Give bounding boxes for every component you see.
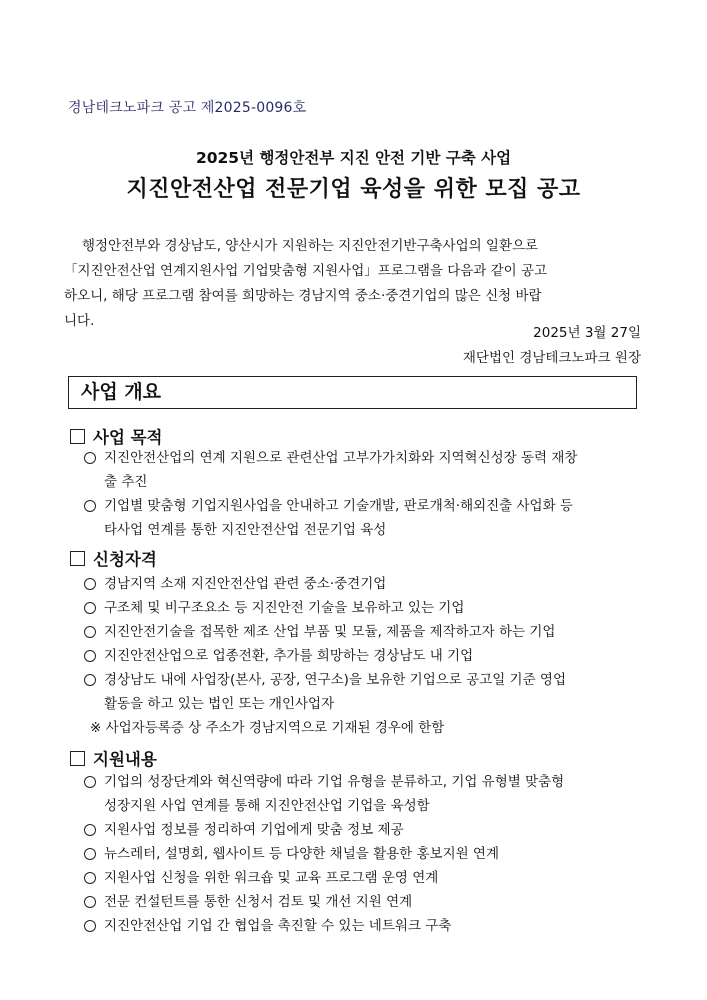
intro-line: 니다. (64, 313, 95, 329)
item-text: 성장지원 사업 연계를 통해 지진안전산업 기업을 육성함 (104, 798, 430, 814)
heading-label: 사업 목적 (93, 428, 163, 447)
circle-bullet-icon (84, 776, 96, 788)
issuing-organization: 재단법인 경남테크노파크 원장 (462, 350, 641, 366)
heading-label: 신청자격 (93, 550, 157, 569)
document-subtitle: 2025년 행정안전부 지진 안전 기반 구축 사업 (195, 149, 512, 167)
item-text: 지진안전산업의 연계 지원으로 관련산업 고부가가치화와 지역혁신성장 동력 재창 (104, 450, 578, 466)
announcement-date: 2025년 3월 27일 (533, 325, 641, 341)
list-item (84, 620, 644, 644)
item-text: 지원사업 신청을 위한 워크숍 및 교육 프로그램 운영 연계 (104, 870, 439, 886)
circle-bullet-icon (84, 578, 96, 590)
list-item (84, 644, 644, 668)
item-text: 뉴스레터, 설명회, 웹사이트 등 다양한 채널을 활용한 홍보지원 연계 (104, 846, 500, 862)
heading-purpose (70, 424, 163, 448)
circle-bullet-icon (84, 872, 96, 884)
intro-line: 행정안전부와 경상남도, 양산시가 지원하는 지진안전기반구축사업의 일환으로 (82, 238, 539, 254)
list-item (84, 596, 644, 620)
circle-bullet-icon (84, 896, 96, 908)
list-item (84, 572, 644, 596)
list-item (84, 914, 644, 938)
item-text: 활동을 하고 있는 법인 또는 개인사업자 (104, 696, 335, 712)
item-text: 구조체 및 비구조요소 등 지진안전 기술을 보유하고 있는 기업 (104, 600, 465, 616)
intro-line: 「지진안전산업 연계지원사업 기업맞춤형 지원사업」프로그램을 다음과 같이 공고 (64, 263, 548, 279)
item-text: 지원사업 정보를 정리하여 기업에게 맞춤 정보 제공 (104, 822, 404, 838)
list-item (84, 770, 644, 818)
item-text: 지진안전산업으로 업종전환, 추가를 희망하는 경상남도 내 기업 (104, 648, 474, 664)
circle-bullet-icon (84, 674, 96, 686)
list-item (84, 494, 644, 542)
item-text: 경상남도 내에 사업장(본사, 공장, 연구소)을 보유한 기업으로 공고일 기준 영업 (104, 672, 567, 688)
intro-line: 하오니, 해당 프로그램 참여를 희망하는 경남지역 중소·중견기업의 많은 신청 바랍 (64, 288, 542, 304)
item-text: 지진안전기술을 접목한 제조 산업 부품 및 모듈, 제품을 제작하고자 하는 기업 (104, 624, 556, 640)
square-bullet-icon (70, 551, 85, 566)
circle-bullet-icon (84, 452, 96, 464)
announcement-number: 경남테크노파크 공고 제2025-0096호 (68, 100, 307, 116)
square-bullet-icon (70, 751, 85, 766)
circle-bullet-icon (84, 824, 96, 836)
list-item (84, 668, 644, 716)
circle-bullet-icon (84, 650, 96, 662)
item-text: 지진안전산업 기업 간 협업을 촉진할 수 있는 네트워크 구축 (104, 918, 452, 934)
circle-bullet-icon (84, 500, 96, 512)
square-bullet-icon (70, 429, 85, 444)
item-text: 기업별 맞춤형 기업지원사업을 안내하고 기술개발, 판로개척·해외진출 사업화 등 (104, 498, 573, 514)
item-text: 경남지역 소재 지진안전산업 관련 중소·중견기업 (104, 576, 387, 592)
item-text: 출 추진 (104, 474, 148, 490)
heading-label: 지원내용 (93, 750, 157, 769)
circle-bullet-icon (84, 626, 96, 638)
list-item (84, 842, 644, 866)
list-item (84, 890, 644, 914)
item-text: 기업의 성장단계와 혁신역량에 따라 기업 유형을 분류하고, 기업 유형별 맞춤형 (104, 774, 565, 790)
circle-bullet-icon (84, 602, 96, 614)
heading-support (70, 746, 157, 770)
heading-eligibility (70, 546, 157, 570)
list-item (84, 818, 644, 842)
section-title-box: 사업 개요 (68, 376, 637, 409)
item-text: 전문 컨설턴트를 통한 신청서 검토 및 개선 지원 연계 (104, 894, 413, 910)
circle-bullet-icon (84, 848, 96, 860)
intro-paragraph (64, 234, 640, 334)
eligibility-note: ※ 사업자등록증 상 주소가 경남지역으로 기재된 경우에 한함 (90, 720, 445, 736)
item-text: 타사업 연계를 통한 지진안전산업 전문기업 육성 (104, 522, 387, 538)
list-item (84, 866, 644, 890)
document-title: 지진안전산업 전문기업 육성을 위한 모집 공고 (126, 177, 581, 202)
circle-bullet-icon (84, 920, 96, 932)
list-item (84, 446, 644, 494)
